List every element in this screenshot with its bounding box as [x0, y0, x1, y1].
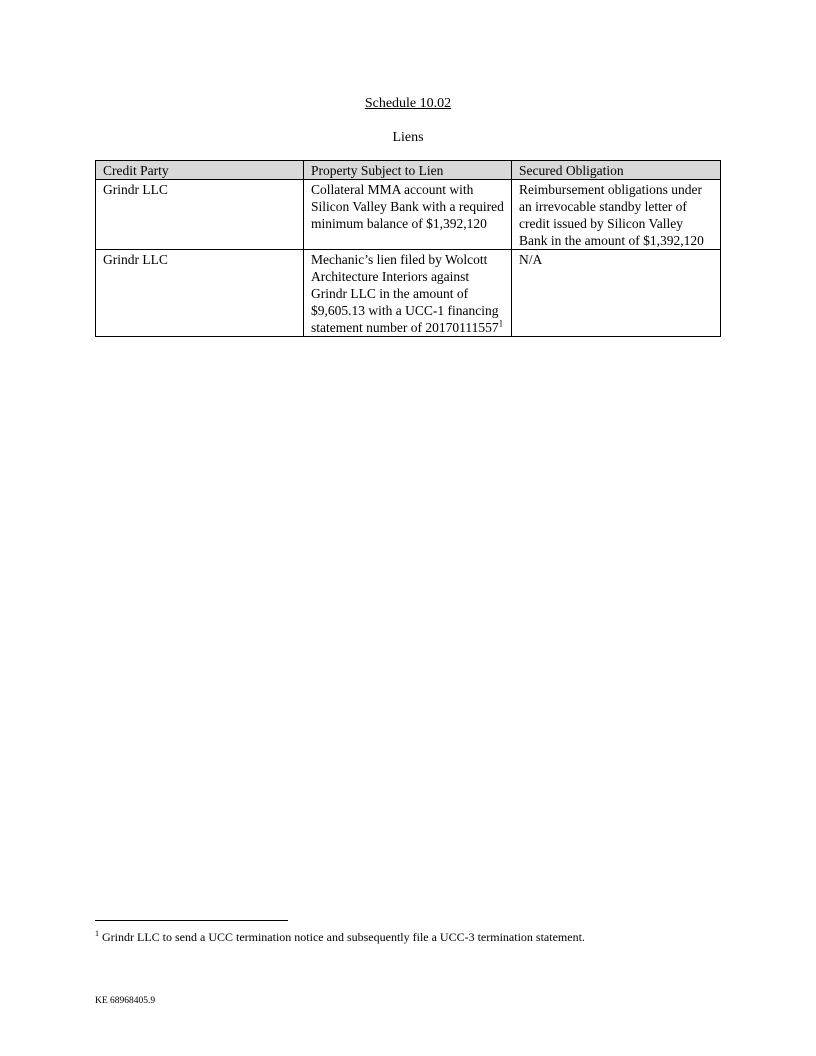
schedule-title: Schedule 10.02: [364, 96, 452, 111]
liens-heading: Liens: [392, 130, 424, 145]
footnote: [95, 930, 585, 945]
header-credit-party: Credit Party: [96, 161, 304, 180]
property-cell: [304, 250, 512, 337]
property-cell: Collateral MMA account with Silicon Valley Bank with a required minimum balance of $1,392,120: [304, 180, 512, 250]
credit-party-cell: Grindr LLC: [96, 250, 304, 337]
footnote-separator: [95, 920, 288, 921]
obligation-cell: N/A: [512, 250, 721, 337]
footnote-reference: 1: [498, 318, 504, 329]
liens-table: [95, 160, 721, 337]
property-text: Mechanic’s lien filed by Wolcott Architecture Interiors against Grindr LLC in the amount of $9,605.13 with a UCC-1 financing statement number of 20170111557: [311, 252, 499, 335]
obligation-cell: Reimbursement obligations under an irrevocable standby letter of credit issued by Silicon Valley Bank in the amount of $1,392,120: [512, 180, 721, 250]
footnote-marker: 1: [95, 929, 99, 938]
table-header-row: [96, 161, 721, 180]
table-row: [96, 250, 721, 337]
header-secured-obligation: Secured Obligation: [512, 161, 721, 180]
credit-party-cell: Grindr LLC: [96, 180, 304, 250]
header-property-subject-to-lien: Property Subject to Lien: [304, 161, 512, 180]
document-id: KE 68968405.9: [95, 996, 156, 1006]
table-row: [96, 180, 721, 250]
footnote-text: Grindr LLC to send a UCC termination notice and subsequently file a UCC-3 termination statement.: [99, 930, 585, 944]
